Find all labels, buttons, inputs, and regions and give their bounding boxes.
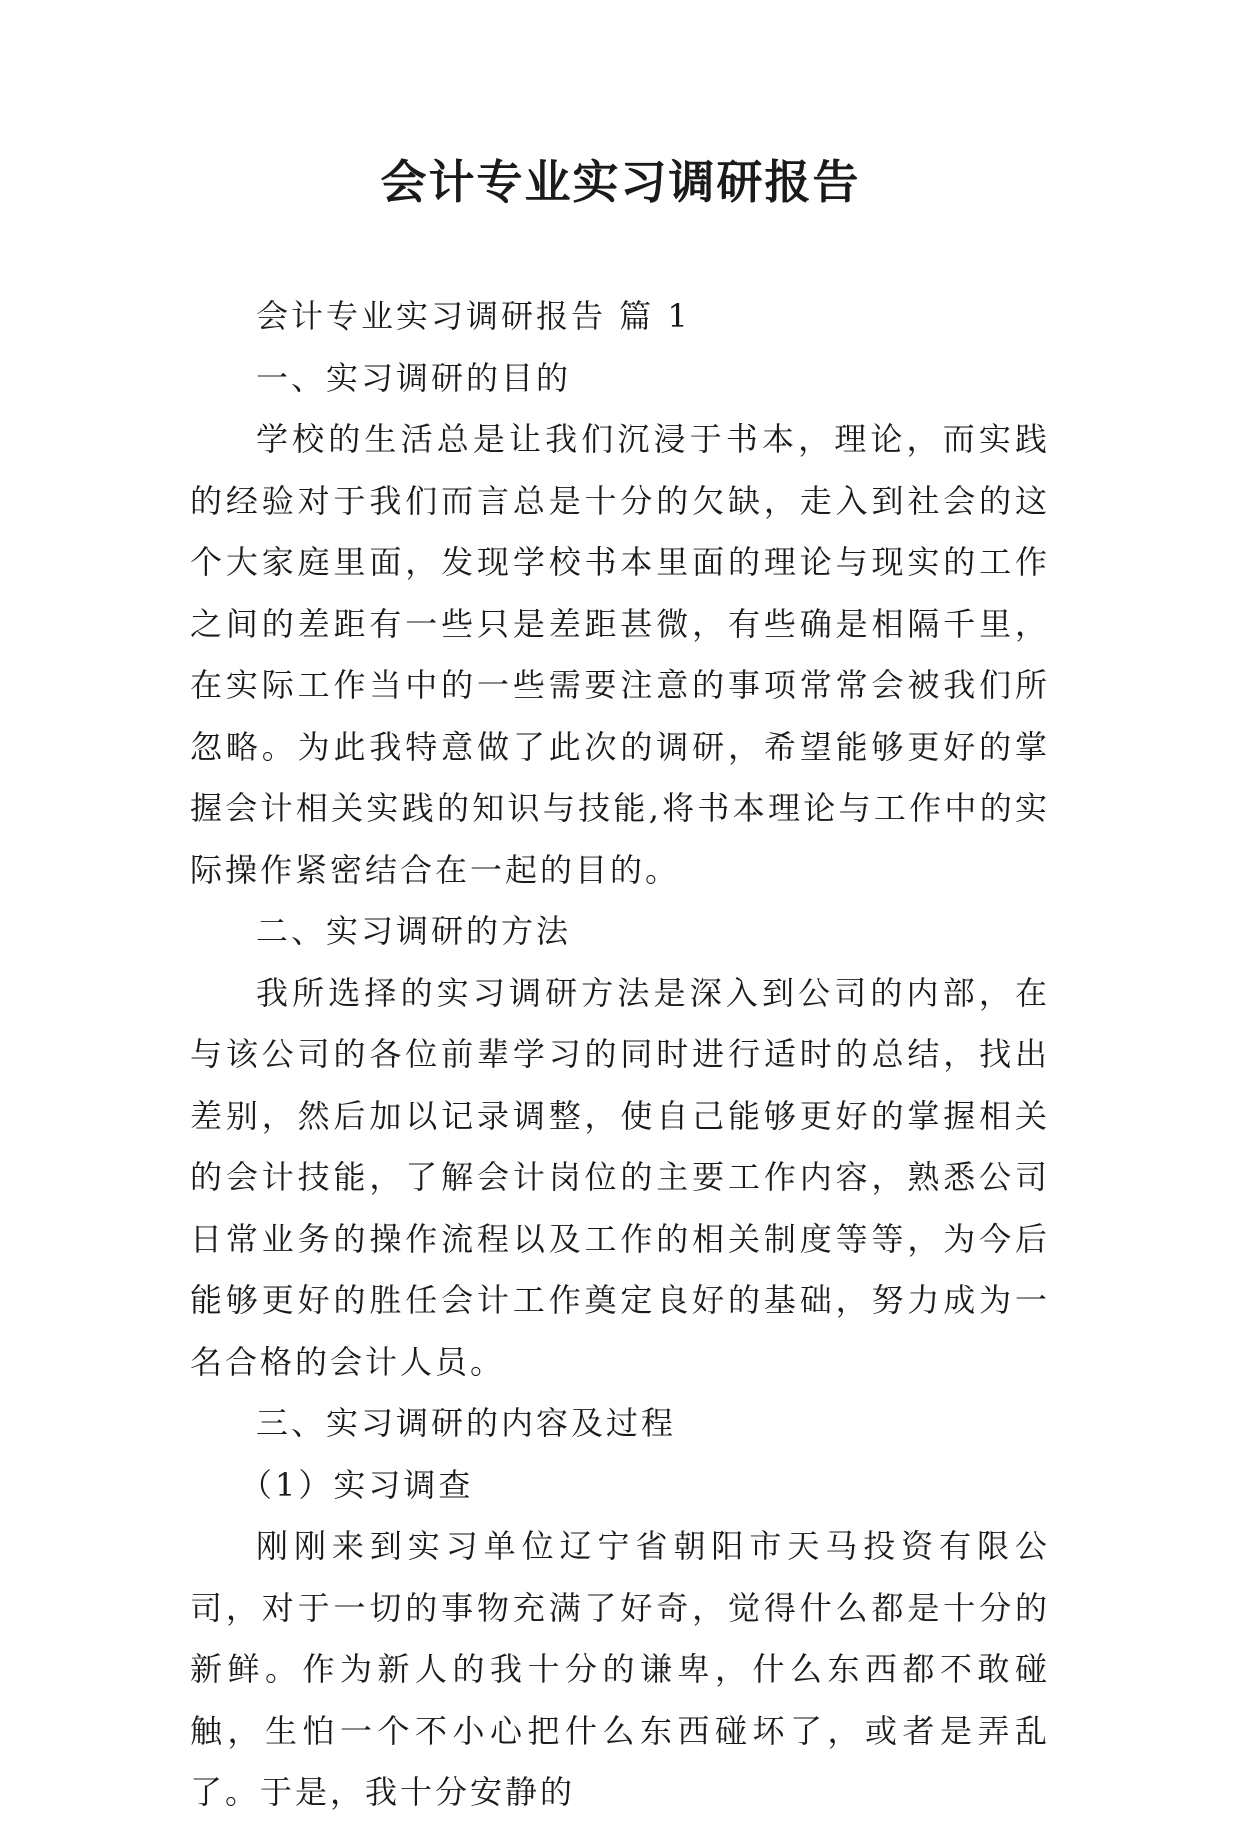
paragraph-survey: 刚刚来到实习单位辽宁省朝阳市天马投资有限公司，对于一切的事物充满了好奇，觉得什么都是十分的新鲜。作为新人的我十分的谦卑，什么东西都不敢碰触，生怕一个不小心把什么东西碰坏了，或者是弄乱了。于是，我十分安静的 xyxy=(190,1527,1050,1811)
paragraph-purpose: 学校的生活总是让我们沉浸于书本，理论，而实践的经验对于我们而言总是十分的欠缺，走入到社会的这个大家庭里面，发现学校书本里面的理论与现实的工作之间的差距有一些只是差距甚微，有些确是相隔千里，在实际工作当中的一些需要注意的事项常常会被我们所忽略。为此我特意做了此次的调研，希望能够更好的掌握会计相关实践的知识与技能,将书本理论与工作中的实际操作紧密结合在一起的目的。 xyxy=(190,420,1050,889)
document-body xyxy=(190,286,1050,1824)
document-title: 会计专业实习调研报告 xyxy=(380,155,861,209)
section-heading-method: 二、实习调研的方法 xyxy=(256,912,572,950)
section-heading-purpose: 一、实习调研的目的 xyxy=(256,358,572,397)
paragraph-method: 我所选择的实习调研方法是深入到公司的内部，在与该公司的各位前辈学习的同时进行适时的总结，找出差别，然后加以记录调整，使自己能够更好的掌握相关的会计技能，了解会计岗位的主要工作内容，熟悉公司日常业务的操作流程以及工作的相关制度等等，为今后能够更好的胜任会计工作奠定良好的基础，努力成为一名合格的会计人员。 xyxy=(190,973,1050,1381)
section-heading-content: 三、实习调研的内容及过程 xyxy=(256,1404,677,1442)
report-subtitle: 会计专业实习调研报告 篇 1 xyxy=(256,297,691,335)
subsection-heading-survey: （1）实习调查 xyxy=(240,1465,474,1504)
